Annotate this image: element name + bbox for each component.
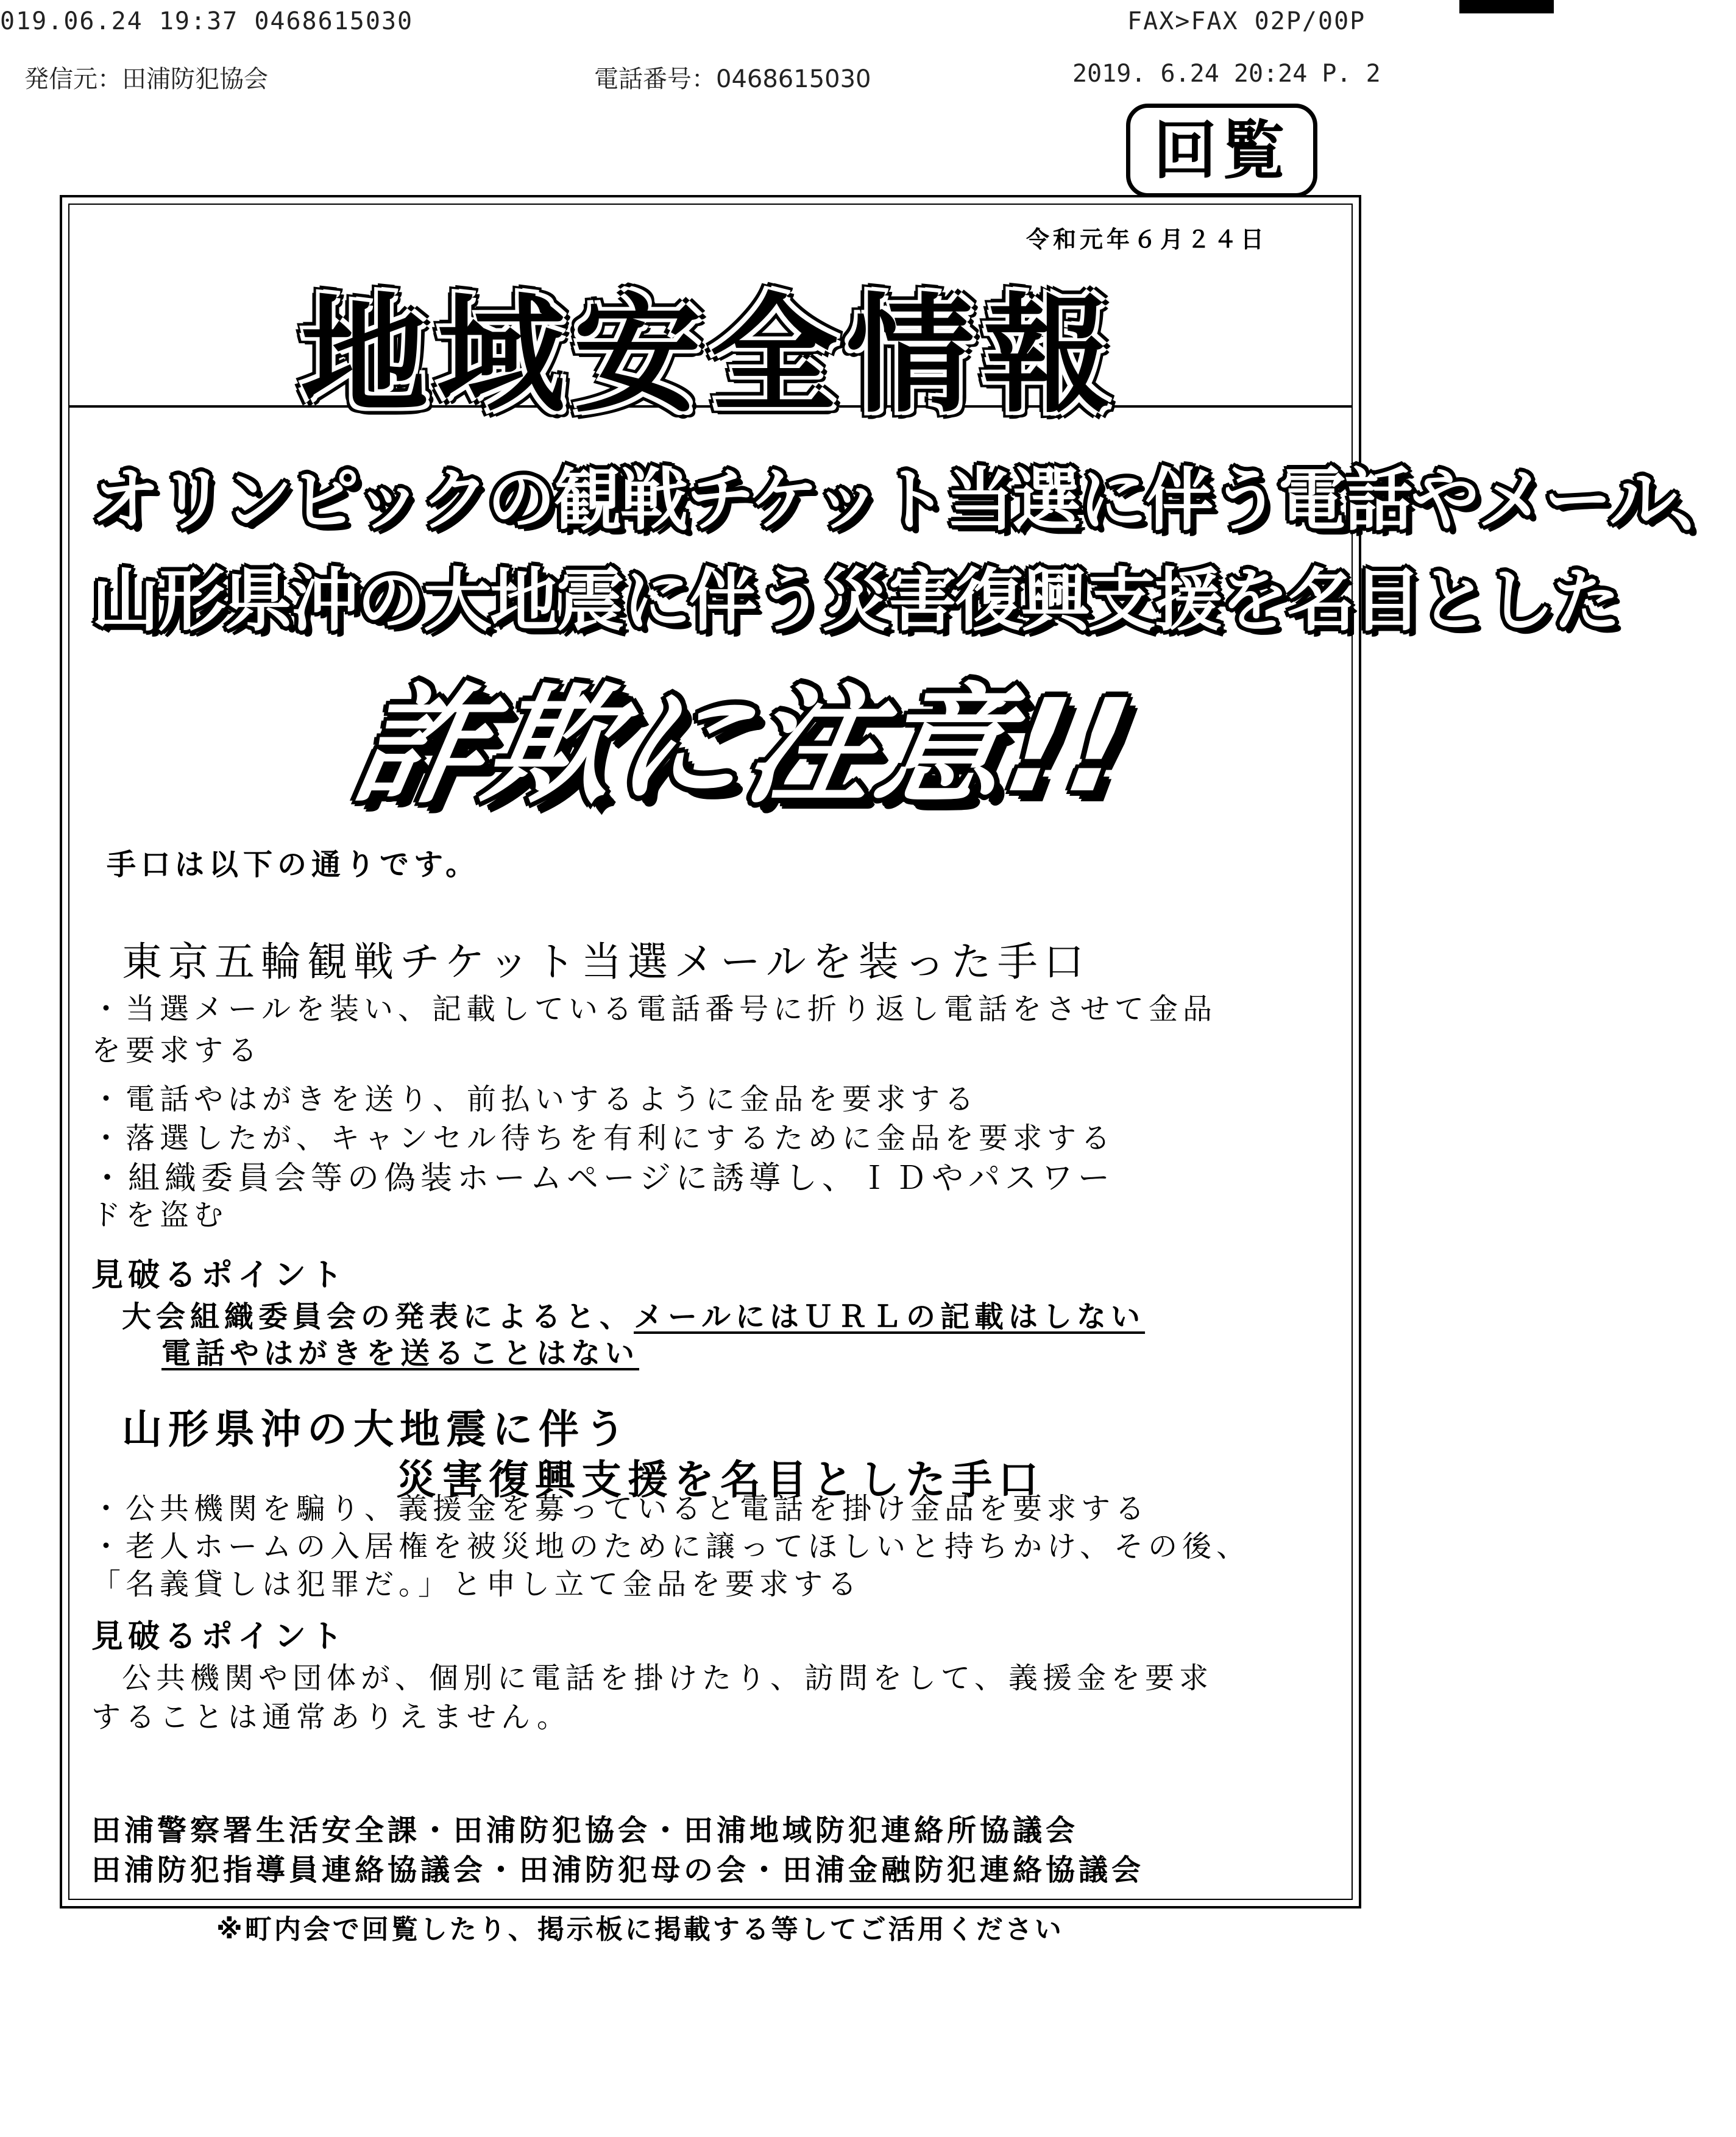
- section1-title: 東京五輪観戦チケット当選メールを装った手口: [122, 938, 1090, 985]
- section1-item: ドを盗む: [91, 1198, 229, 1232]
- footer-organizations-line-1: 田浦警察署生活安全課・田浦防犯協会・田浦地域防犯連絡所協議会: [91, 1813, 1079, 1848]
- section1-item: ・当選メールを装い、記載している電話番号に折り返し電話をさせて金品: [91, 992, 1217, 1026]
- usage-note: ※町内会で回覧したり、掲示板に掲載する等してご活用ください: [216, 1914, 1064, 1945]
- section1-point-prefix: 大会組織委員会の発表によると、: [122, 1300, 634, 1334]
- fax-transmit-line: 019.06.24 19:37 0468615030: [0, 7, 414, 35]
- headline-line-1: オリンピックの観戦チケット当選に伴う電話やメール、: [91, 461, 1736, 540]
- section1-point-heading: 見破るポイント: [91, 1257, 348, 1294]
- fax-phone: 電話番号：0468615030: [594, 65, 871, 93]
- section1-item: ・電話やはがきを送り、前払いするように金品を要求する: [91, 1082, 979, 1116]
- section2-item: ・公共機関を騙り、義援金を募っていると電話を掛け金品を要求する: [91, 1492, 1150, 1526]
- fax-sender: 発信元：田浦防犯協会: [24, 65, 268, 93]
- intro-text: 手口は以下の通りです。: [107, 848, 480, 882]
- scan-edge-mark: [1459, 0, 1554, 13]
- section1-item: ・組織委員会等の偽装ホームページに誘導し、ＩＤやパスワー: [91, 1160, 1114, 1197]
- section1-point-underlined-2: 電話やはがきを送ることはない: [161, 1336, 640, 1370]
- page-title: 地域安全情報: [300, 281, 1119, 430]
- footer-organizations-line-2: 田浦防犯指導員連絡協議会・田浦防犯母の会・田浦金融防犯連絡協議会: [91, 1853, 1145, 1887]
- section2-point-heading: 見破るポイント: [91, 1618, 348, 1655]
- fax-timestamp: 2019. 6.24 20:24 P. 2: [1072, 60, 1381, 88]
- fraud-warning: 詐欺に注意!!: [343, 672, 1144, 821]
- section1-item: を要求する: [91, 1033, 263, 1068]
- fax-page-count: FAX>FAX 02P/00P: [1127, 7, 1366, 35]
- issue-date: 令和元年６月２４日: [1026, 226, 1268, 253]
- section2-point-line: することは通常ありえません。: [91, 1700, 571, 1734]
- section2-item: 「名義貸しは犯罪だ。」と申し立て金品を要求する: [91, 1567, 862, 1601]
- headline-line-2: 山形県沖の大地震に伴う災害復興支援を名目とした: [91, 561, 1619, 640]
- section2-point-line: 公共機関や団体が、個別に電話を掛けたり、訪問をして、義援金を要求: [122, 1661, 1214, 1695]
- section1-item: ・落選したが、キャンセル待ちを有利にするために金品を要求する: [91, 1121, 1116, 1155]
- section2-title-line-2: 災害復興支援を名目とした手口: [396, 1456, 1044, 1503]
- section1-point-underlined-1: メールにはＵＲＬの記載はしない: [634, 1300, 1146, 1334]
- section2-item: ・老人ホームの入居権を被災地のために譲ってほしいと持ちかけ、その後、: [91, 1529, 1251, 1564]
- section1-point-text: [122, 1301, 1145, 1333]
- circulation-stamp: 回覧: [1126, 104, 1317, 197]
- section2-title-line-1: 山形県沖の大地震に伴う: [122, 1406, 631, 1453]
